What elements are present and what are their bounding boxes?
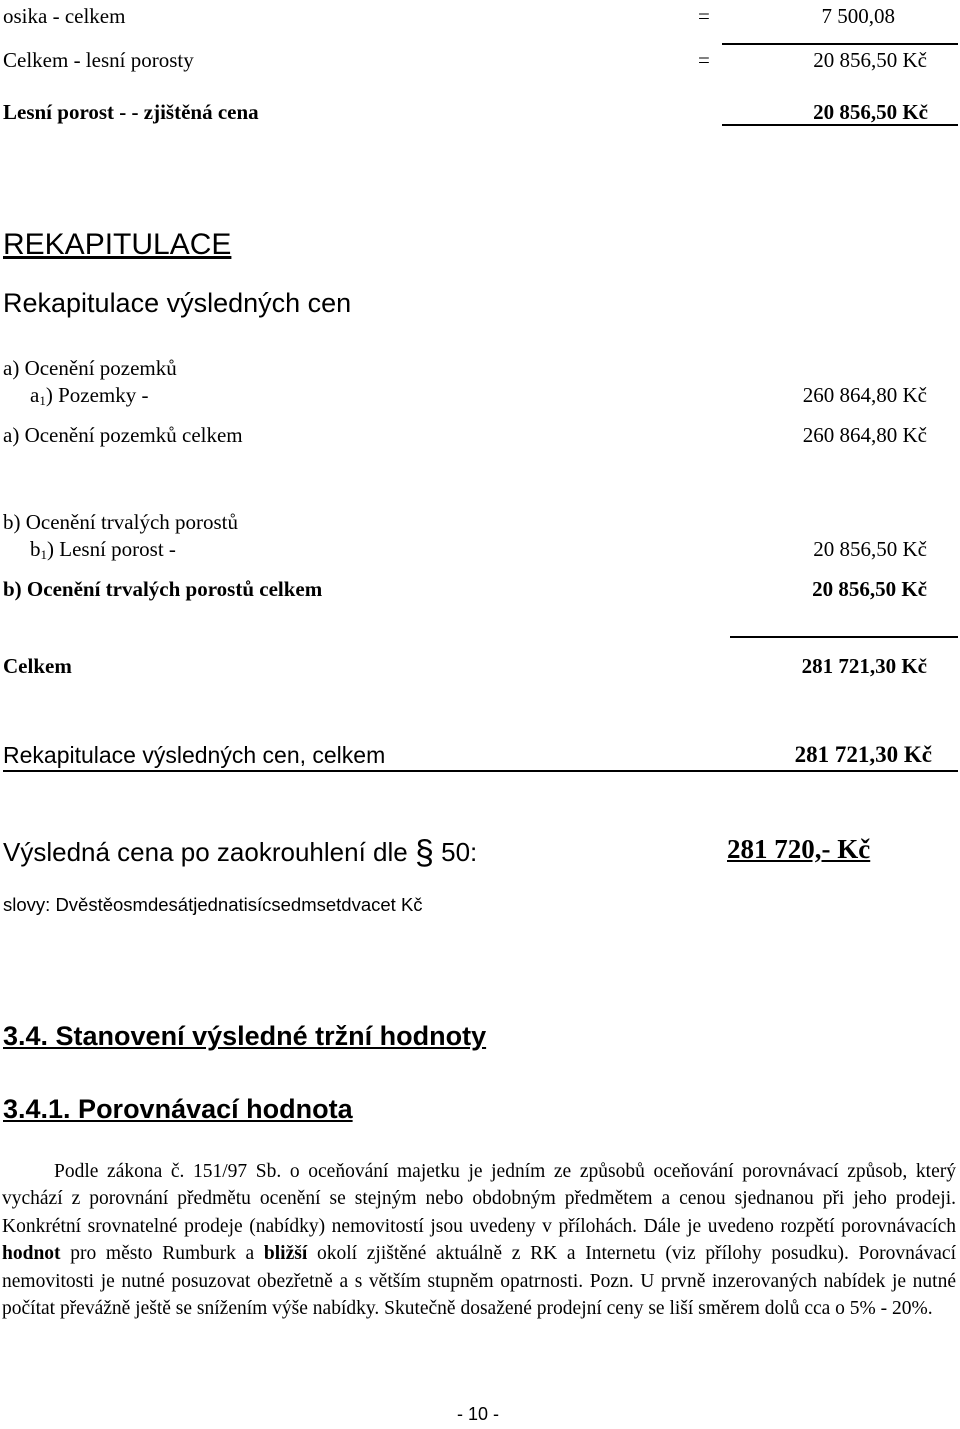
section-heading-3-4: 3.4. Stanovení výsledné tržní hodnoty xyxy=(3,1021,487,1051)
section-b-total-label: b) Ocenění trvalých porostů celkem xyxy=(3,577,323,601)
recap-total-label: Rekapitulace výsledných cen, celkem xyxy=(3,742,386,768)
page-number: - 10 - xyxy=(457,1404,500,1424)
section-heading-3-4-1: 3.4.1. Porovnávací hodnota xyxy=(3,1094,353,1124)
forest-total-value: 20 856,50 Kč xyxy=(813,48,927,72)
section-a-title: a) Ocenění pozemků xyxy=(3,356,177,380)
osika-total-label: osika - celkem xyxy=(3,4,126,28)
celkem-value: 281 721,30 Kč xyxy=(801,654,927,678)
recap-total-value: 281 721,30 Kč xyxy=(794,742,932,767)
section-a1-value: 260 864,80 Kč xyxy=(802,383,927,407)
osika-total-equals: = xyxy=(698,4,710,28)
section-b1-prefix: b xyxy=(30,537,41,561)
final-price-value: 281 720,- Kč xyxy=(727,834,871,864)
section-b-title: b) Ocenění trvalých porostů xyxy=(3,510,239,534)
section-a1-text: ) Pozemky - xyxy=(45,383,149,407)
paragraph-bold-hodnot: hodnot xyxy=(2,1243,61,1265)
celkem-label: Celkem xyxy=(3,654,72,678)
section-a-total-label: a) Ocenění pozemků celkem xyxy=(3,423,243,447)
comparison-paragraph xyxy=(2,1158,956,1322)
section-a1-label xyxy=(30,383,148,409)
final-price-label xyxy=(3,834,477,873)
recap-subheading: Rekapitulace výsledných cen xyxy=(3,288,352,318)
divider-line xyxy=(722,124,958,126)
divider-line xyxy=(3,770,958,772)
price-in-words xyxy=(3,894,423,915)
forest-total-label: Celkem - lesní porosty xyxy=(3,48,194,72)
recap-heading: REKAPITULACE xyxy=(3,228,232,261)
section-b-total-value: 20 856,50 Kč xyxy=(812,577,927,601)
price-in-words-value: Dvěstěosmdesátjednatisícsedmsetdvacet Kč xyxy=(55,894,423,915)
forest-price-label: Lesní porost - - zjištěná cena xyxy=(3,100,259,124)
section-b1-label xyxy=(30,537,176,563)
section-a1-prefix: a xyxy=(30,383,40,407)
section-a1-subscript: 1 xyxy=(39,393,46,408)
final-price-number: 50: xyxy=(441,837,478,867)
paragraph-text-3: okolí zjištěné aktuálně z RK a Internetu (viz přílohy posudku). Porovnávací nemovitosti je nutné posuzovat obezřetně a s větším stupněm opatrnosti. Pozn. U prvně inzerovaných nabídek je nutné počítat převážně ještě se snížením výše nabídky. Skutečně dosažené prodejní ceny se liší směrem dolů cca o 5% - 20%. xyxy=(2,1243,956,1320)
divider-line xyxy=(722,43,958,45)
section-b1-value: 20 856,50 Kč xyxy=(813,537,927,561)
divider-line xyxy=(730,636,958,638)
price-in-words-label: slovy: xyxy=(3,894,51,915)
paragraph-sign: § xyxy=(414,834,434,872)
section-b1-text: ) Lesní porost - xyxy=(47,537,176,561)
section-a-total-value: 260 864,80 Kč xyxy=(802,423,927,447)
final-price-text: Výsledná cena po zaokrouhlení dle xyxy=(3,837,408,867)
paragraph-bold-blizsi: bližší xyxy=(263,1243,308,1265)
paragraph-text-1: Podle zákona č. 151/97 Sb. o oceňování majetku je jedním ze způsobů oceňování porovnávací způsob, který vychází z porovnání předmětu ocenění se stejným nebo obdobným předmětem a cenou sjednanou při jeho prodeji. Konkrétní srovnatelné prodeje (nabídky) nemovitostí jsou uvedeny v přílohách. Dále je uvedeno rozpětí porovnávacích xyxy=(2,1161,956,1237)
section-b1-subscript: 1 xyxy=(40,547,47,562)
paragraph-text-2: pro město Rumburk a xyxy=(60,1243,255,1265)
osika-total-value: 7 500,08 xyxy=(821,4,895,28)
forest-price-value: 20 856,50 Kč xyxy=(813,100,928,124)
forest-total-equals: = xyxy=(698,48,710,72)
